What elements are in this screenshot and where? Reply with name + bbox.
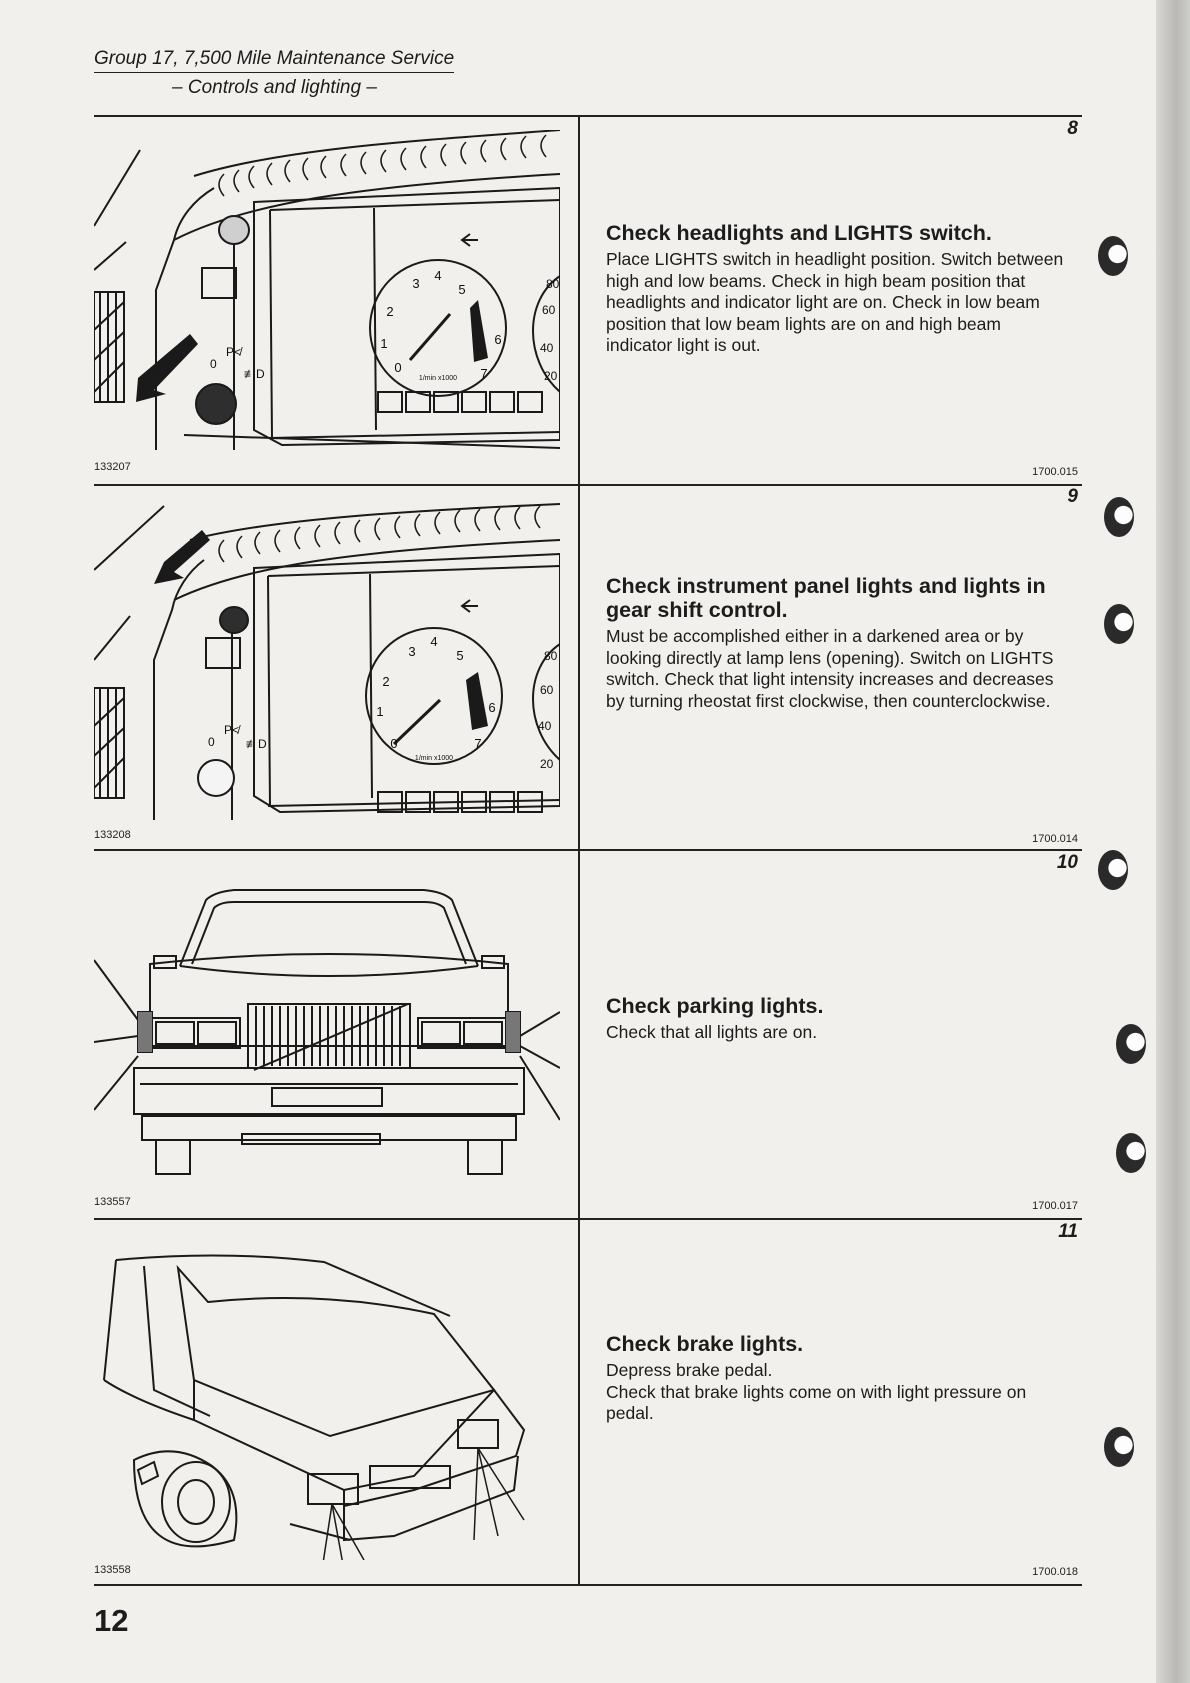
step-body: Check that all lights are on.: [606, 1022, 818, 1042]
switch-label: 0: [208, 735, 215, 749]
page-number: 12: [94, 1603, 129, 1638]
speedo-label: 7: [474, 736, 482, 751]
reference-code: 1700.017: [1032, 1200, 1078, 1212]
speedo-label: 4: [434, 268, 442, 283]
column-divider-3: [578, 850, 580, 1218]
step-title: Check headlights and LIGHTS switch.: [606, 221, 992, 245]
step-title: Check instrument panel lights and lights in gear shift control.: [606, 574, 1046, 622]
step-text: [606, 221, 1066, 357]
car-front-illustration: [94, 880, 560, 1180]
step-body: Place LIGHTS switch in headlight position. Switch between high and low beams. Check in high beam position that headlights and indicator light are on. Check in low beam position that low beam lights are on and high beam indicator light is out.: [606, 249, 1064, 355]
gauge-label: 80: [544, 649, 558, 663]
divider-row-3: [94, 1218, 1082, 1220]
divider-row-1: [94, 484, 1082, 486]
switch-label: 0: [210, 357, 217, 371]
speedo-label: 6: [488, 700, 496, 715]
speedo-label: 5: [458, 282, 466, 297]
speedo-unit: 1/min x1000: [414, 755, 454, 762]
speedo-label: 3: [412, 276, 420, 291]
punch-hole-7: [1104, 1427, 1134, 1467]
punch-hole-4: [1098, 850, 1128, 890]
gauge-label: 20: [540, 757, 554, 771]
car-rear-illustration: [94, 1240, 560, 1560]
punch-hole-5: [1116, 1024, 1146, 1064]
reference-code: 1700.014: [1032, 833, 1078, 845]
punch-hole-3: [1104, 604, 1134, 644]
figure-id: 133558: [94, 1564, 131, 1576]
switch-label: P≮: [226, 345, 242, 359]
speedo-label: 3: [408, 644, 416, 659]
speedo-label: 2: [382, 674, 390, 689]
speedo-label: 2: [386, 304, 394, 319]
switch-label: ≢D: [246, 737, 267, 751]
speedo-label: 0: [390, 736, 398, 751]
section-subtitle: – Controls and lighting –: [172, 77, 377, 98]
column-divider-1: [578, 116, 580, 484]
step-text: [606, 574, 1066, 712]
step-number: 10: [1056, 852, 1078, 873]
step-number: 9: [1067, 486, 1078, 507]
speedo-label: 6: [494, 332, 502, 347]
punch-hole-1: [1098, 236, 1128, 276]
figure-id: 133207: [94, 461, 131, 473]
step-body: Depress brake pedal. Check that brake lights come on with light pressure on pedal.: [606, 1360, 1027, 1423]
speedo-label: 5: [456, 648, 464, 663]
switch-label: ≢D: [244, 367, 265, 381]
step-number: 11: [1058, 1221, 1078, 1242]
reference-code: 1700.015: [1032, 466, 1078, 478]
column-divider-2: [578, 485, 580, 849]
gauge-label: 40: [540, 341, 554, 355]
step-number: 8: [1067, 118, 1078, 139]
speedo-label: 4: [430, 634, 438, 649]
speedo-label: 1: [376, 704, 384, 719]
punch-hole-2: [1104, 497, 1134, 537]
figure-id: 133557: [94, 1196, 131, 1208]
gauge-label: 40: [538, 719, 552, 733]
gauge-label: 80: [546, 277, 560, 291]
dashboard-illustration: [94, 130, 560, 460]
column-divider-4: [578, 1219, 580, 1584]
speedo-unit: 1/min x1000: [418, 375, 458, 382]
page-edge: [1156, 0, 1190, 1683]
step-text: [606, 1332, 1066, 1425]
gauge-label: 20: [544, 369, 558, 383]
divider-row-2: [94, 849, 1082, 851]
gauge-label: 60: [540, 683, 554, 697]
divider-top: [94, 115, 1082, 117]
speedo-label: 1: [380, 336, 388, 351]
step-title: Check parking lights.: [606, 994, 824, 1018]
step-text: [606, 994, 1066, 1044]
switch-label: P≮: [224, 723, 240, 737]
figure-id: 133208: [94, 829, 131, 841]
dashboard-illustration: [94, 500, 560, 826]
gauge-label: 60: [542, 303, 556, 317]
step-title: Check brake lights.: [606, 1332, 804, 1356]
speedo-label: 0: [394, 360, 402, 375]
step-body: Must be accomplished either in a darkened area or by looking directly at lamp lens (opening). Switch on LIGHTS switch. Check that light intensity increases and decreases by turning rheostat first clockwise, then counterclockwise.: [606, 626, 1054, 711]
divider-bottom: [94, 1584, 1082, 1586]
reference-code: 1700.018: [1032, 1566, 1078, 1578]
punch-hole-6: [1116, 1133, 1146, 1173]
section-title: Group 17, 7,500 Mile Maintenance Service: [94, 48, 454, 73]
speedo-label: 7: [480, 366, 488, 381]
